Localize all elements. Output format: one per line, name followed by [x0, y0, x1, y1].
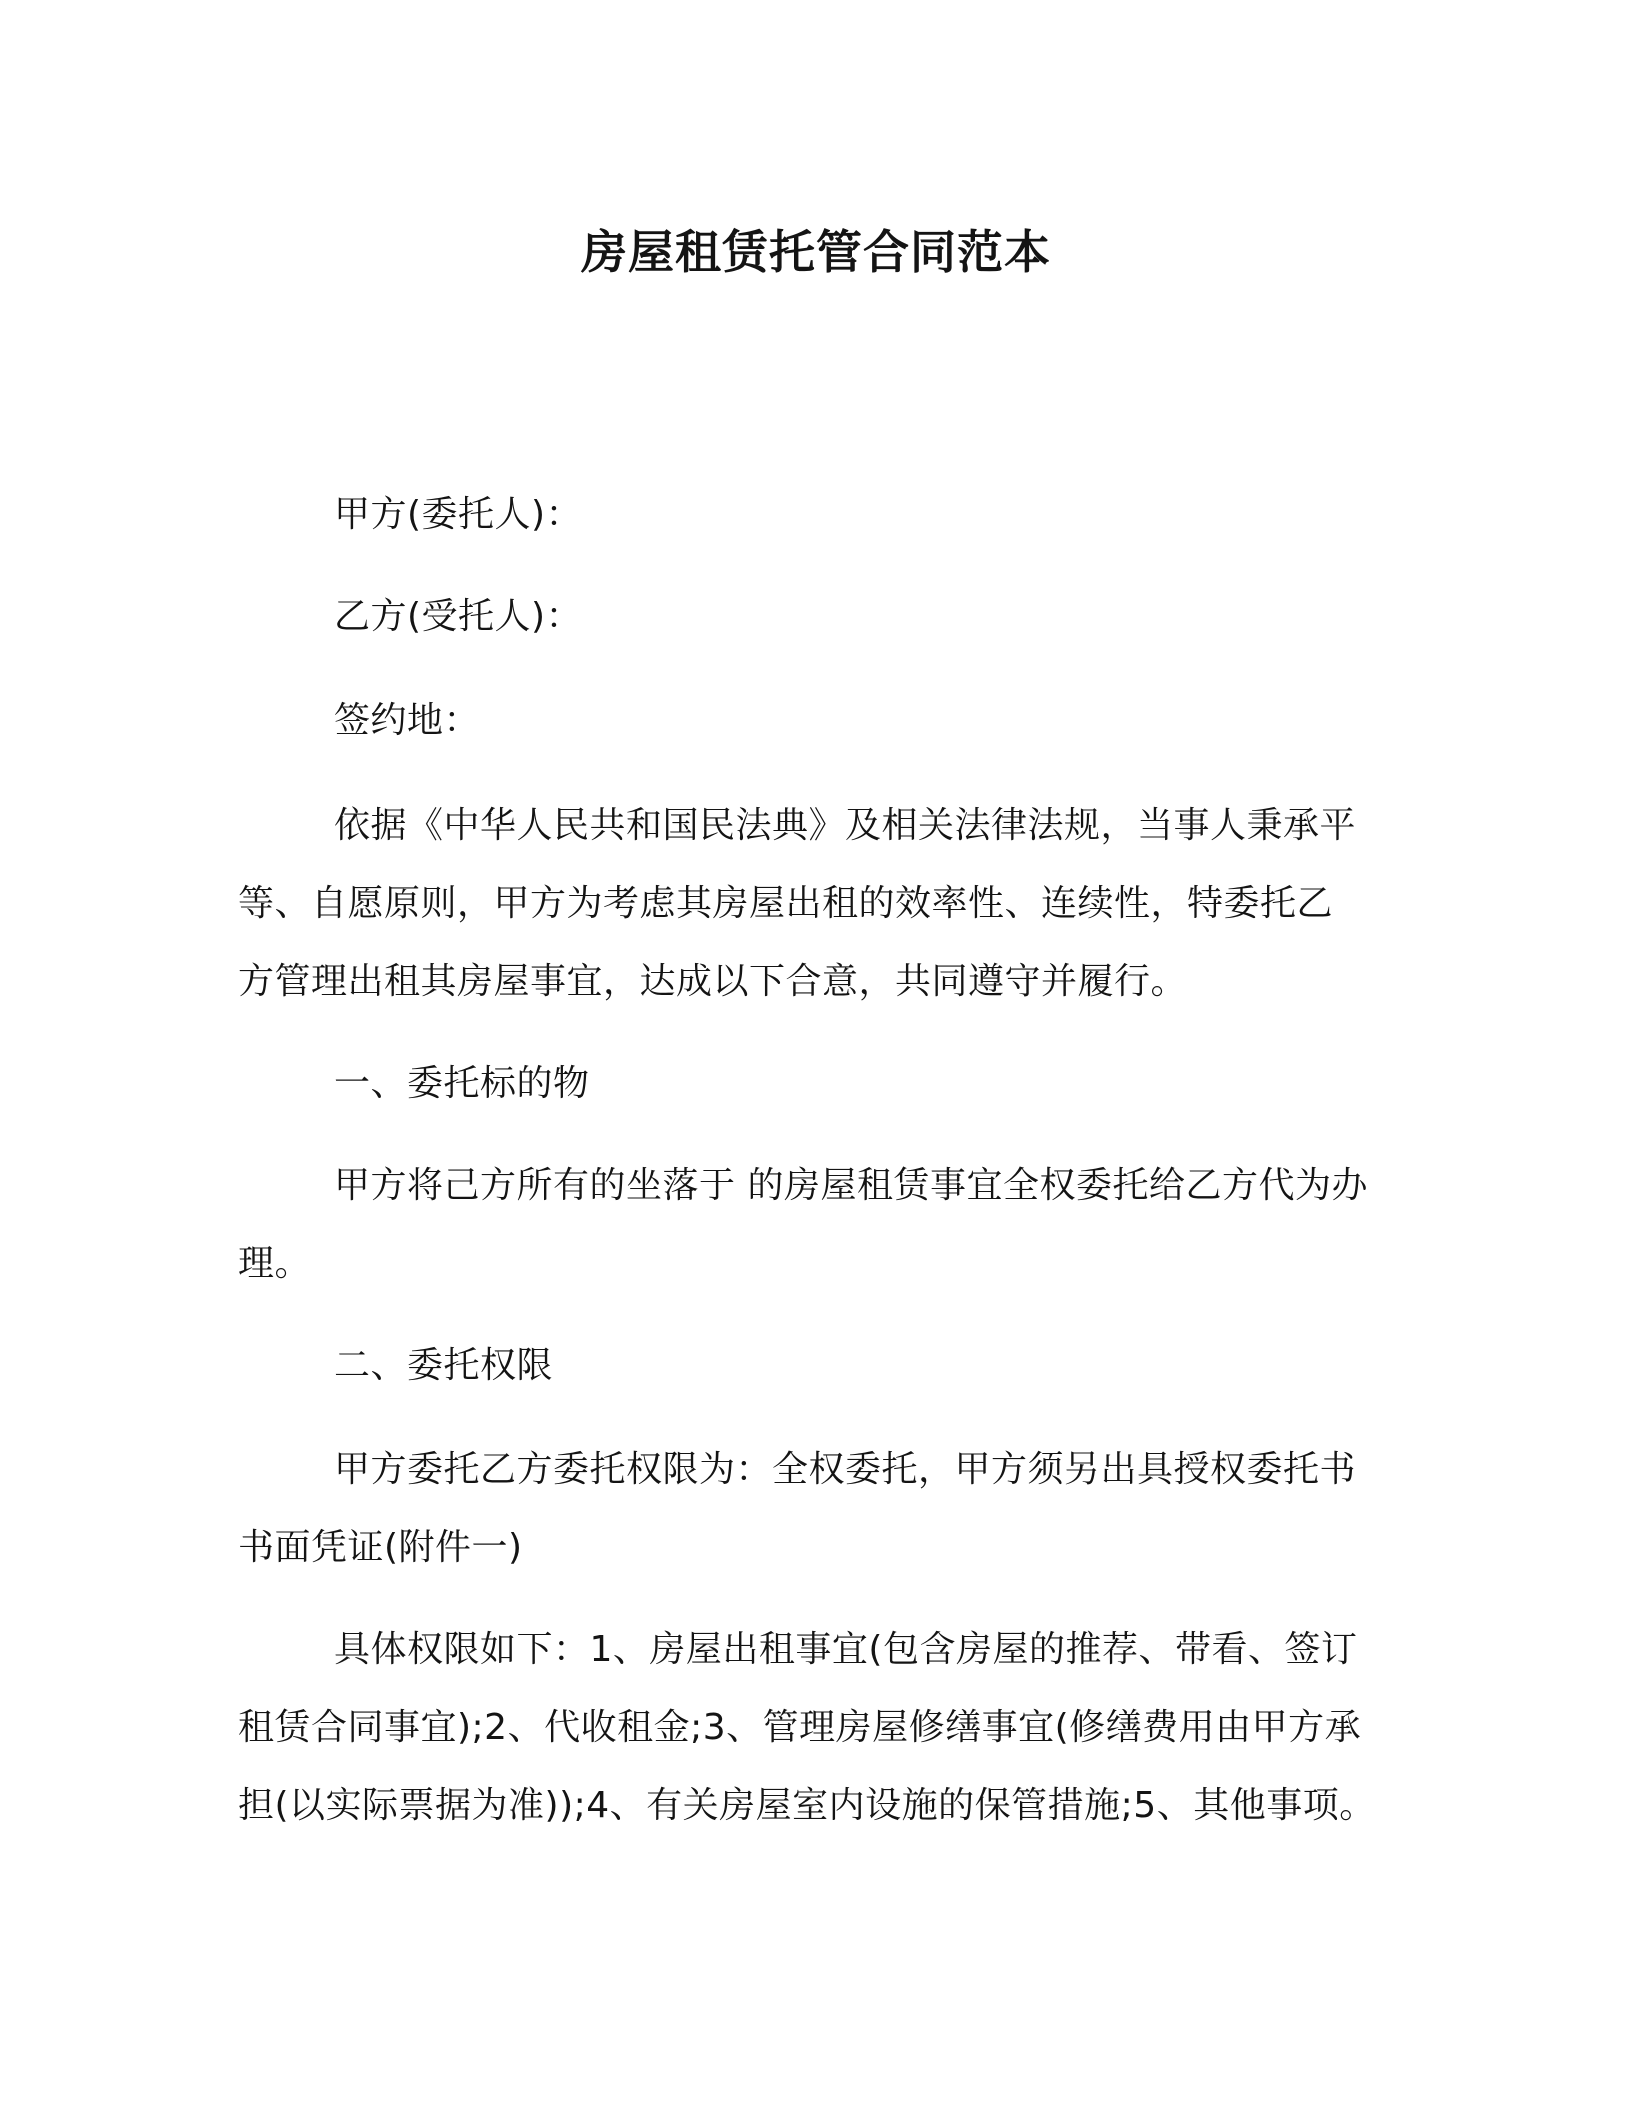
- party-b-label: 乙方(受托人)：: [334, 596, 583, 637]
- preamble-line-2: 等、自愿原则，甲方为考虑其房屋出租的效率性、连续性，特委托乙: [238, 883, 1334, 924]
- party-a-label: 甲方(委托人)：: [334, 494, 583, 535]
- section2-line-2: 书面凭证(附件一): [238, 1527, 523, 1568]
- section1-line-1: 甲方将己方所有的坐落于 的房屋租赁事宜全权委托给乙方代为办: [334, 1165, 1368, 1206]
- section1-line-2: 理。: [238, 1243, 312, 1284]
- preamble-line-3: 方管理出租其房屋事宜，达成以下合意，共同遵守并履行。: [238, 961, 1188, 1002]
- preamble-line-1: 依据《中华人民共和国民法典》及相关法律法规，当事人秉承平: [334, 805, 1357, 846]
- document-title: 房屋租赁托管合同范本: [581, 225, 1051, 279]
- section1-heading: 一、委托标的物: [334, 1063, 590, 1104]
- section2-line-1: 甲方委托乙方委托权限为：全权委托，甲方须另出具授权委托书: [334, 1449, 1357, 1490]
- section2-detail-line-2: 租赁合同事宜);2、代收租金;3、管理房屋修缮事宜(修缮费用由甲方承: [238, 1707, 1362, 1748]
- signing-place-label: 签约地：: [334, 700, 481, 741]
- section2-detail-line-3: 担(以实际票据为准));4、有关房屋室内设施的保管措施;5、其他事项。: [238, 1785, 1376, 1826]
- section2-detail-line-1: 具体权限如下：1、房屋出租事宜(包含房屋的推荐、带看、签订: [334, 1629, 1358, 1670]
- section2-heading: 二、委托权限: [334, 1345, 554, 1386]
